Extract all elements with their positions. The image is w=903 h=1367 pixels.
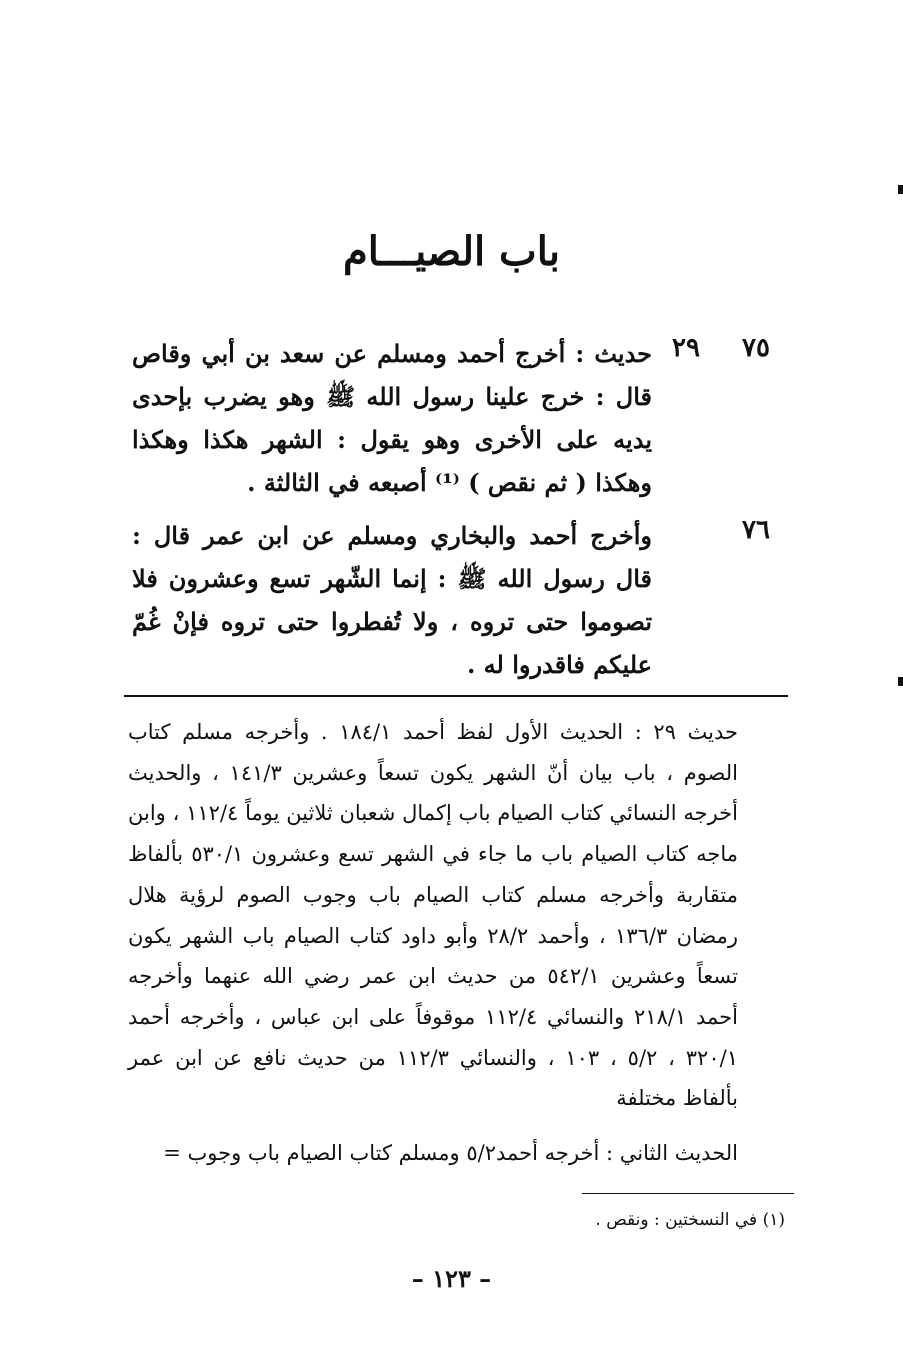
- footnote: (١) في النسختين : ونقص .: [595, 1210, 785, 1230]
- page-number: – ١٢٣ –: [411, 1264, 492, 1293]
- scan-mark: [898, 185, 903, 194]
- chapter-title: باب الصيـــام: [342, 228, 561, 275]
- entry-number: ٧٥: [742, 333, 770, 363]
- entry-text: حديث : أخرج أحمد ومسلم عن سعد بن أبي وقاص قال : خرج علينا رسول الله ﷺ وهو يضرب بإحدى يديه على الأخرى وهو يقول : الشهر هكذا وهكذا وهكذا ( ثم نقص ) ⁽¹⁾ أصبعه في الثالثة .: [132, 339, 652, 497]
- hadith-reference-number: ٢٩: [672, 333, 700, 363]
- footnote-divider: [582, 1193, 794, 1194]
- entry-number: ٧٦: [742, 515, 770, 545]
- scan-mark: [898, 677, 903, 686]
- notes-divider: [124, 695, 788, 697]
- entry-text: وأخرج أحمد والبخاري ومسلم عن ابن عمر قال : قال رسول الله ﷺ : إنما الشّهر تسع وعشرون فلا تصوموا حتى تروه ، ولا تُفطروا حتى تروه فإنْ غُمّ عليكم فاقدروا له .: [132, 521, 653, 679]
- commentary-note: حديث ٢٩ : الحديث الأول لفظ أحمد ١٨٤/١ . وأخرجه مسلم كتاب الصوم ، باب بيان أنّ الشهر يكون تسعاً وعشرين ١٤١/٣ ، والحديث أخرجه النسائي كتاب الصيام باب إكمال شعبان ثلاثين يوماً ١١٢/٤ ، وابن ماجه كتاب الصيام باب ما جاء في الشهر تسع وعشرون ٥٣٠/١ بألفاظ متقاربة وأخرجه مسلم كتاب الصيام باب وجوب الصوم لرؤية هلال رمضان ١٣٦/٣ ، وأحمد ٢٨/٢ وأبو داود كتاب الصيام باب الشهر يكون تسعاً وعشرين ٥٤٢/١ من حديث ابن عمر رضي الله عنهما وأخرجه أحمد ٢١٨/١ والنسائي ١١٢/٤ موقوفاً على ابن عباس ، وأخرجه أحمد ٣٢٠/١ ، ٥/٢ ، ١٠٣ ، والنسائي ١١٢/٣ من حديث نافع عن ابن عمر بألفاظ مختلفة: [128, 720, 739, 1111]
- commentary-note: الحديث الثاني : أخرجه أحمد٥/٢ ومسلم كتاب الصيام باب وجوب =: [163, 1141, 738, 1165]
